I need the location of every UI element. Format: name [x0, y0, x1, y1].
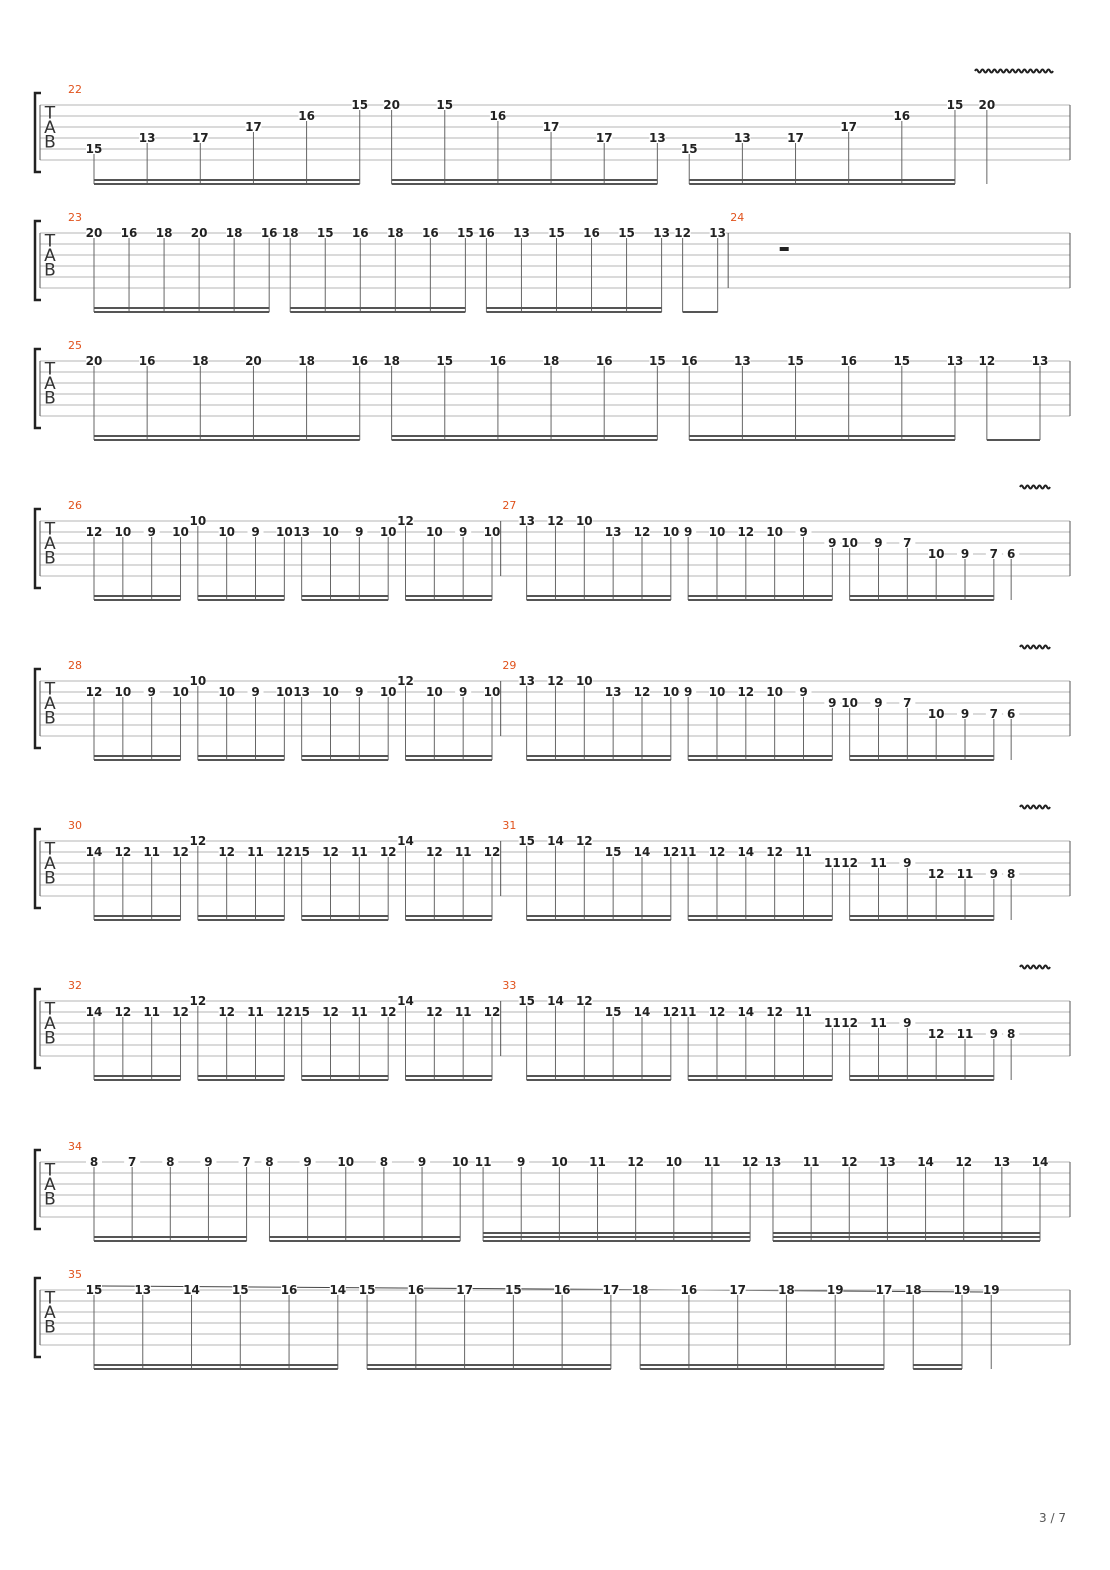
fret-number: 15	[648, 354, 666, 368]
fret-number: 13	[709, 226, 727, 240]
fret-number: 9	[989, 867, 999, 881]
fret-number: 12	[627, 1155, 645, 1169]
fret-number: 8	[265, 1155, 274, 1169]
fret-number: 12	[575, 994, 593, 1008]
tab-clef-letter: B	[44, 868, 56, 889]
fret-number: 11	[802, 1155, 820, 1169]
fret-number: 16	[840, 354, 858, 368]
fret-number: 14	[737, 845, 755, 859]
fret-number: 15	[85, 1283, 103, 1297]
fret-number: 9	[458, 525, 468, 539]
fret-number: 15	[85, 142, 103, 156]
fret-number: 11	[795, 1005, 812, 1019]
fret-number: 12	[662, 1005, 680, 1019]
fret-number: 15	[316, 226, 334, 240]
fret-number: 10	[276, 685, 293, 699]
fret-number: 14	[397, 994, 414, 1008]
fret-number: 10	[218, 685, 236, 699]
fret-number: 16	[489, 109, 507, 123]
fret-number: 18	[631, 1283, 649, 1297]
fret-number: 9	[828, 696, 837, 710]
tab-clef-letter: T	[44, 103, 56, 124]
fret-number: 13	[1031, 354, 1049, 368]
tab-clef-letter: B	[44, 708, 56, 729]
fret-number: 15	[518, 834, 535, 848]
fret-number: 15	[505, 1283, 522, 1297]
fret-number: 12	[483, 845, 501, 859]
measure-number: 23	[68, 211, 82, 224]
tab-clef-letter: A	[44, 374, 56, 394]
fret-number: 15	[518, 994, 535, 1008]
fret-number: 19	[982, 1283, 1000, 1297]
fret-number: 12	[633, 685, 651, 699]
fret-number: 9	[417, 1155, 427, 1169]
fret-number: 13	[734, 354, 751, 368]
fret-number: 12	[114, 1005, 132, 1019]
fret-number: 16	[893, 109, 911, 123]
measure-number: 35	[68, 1268, 82, 1281]
fret-number: 12	[547, 674, 564, 688]
fret-number: 9	[903, 856, 912, 870]
fret-number: 12	[379, 1005, 397, 1019]
fret-number: 16	[120, 226, 138, 240]
fret-number: 14	[917, 1155, 934, 1169]
fret-number: 15	[548, 226, 565, 240]
tab-clef-letter: B	[44, 1189, 56, 1210]
fret-number: 14	[633, 1005, 651, 1019]
fret-number: 13	[513, 226, 530, 240]
fret-number: 20	[190, 226, 208, 240]
fret-number: 11	[247, 1005, 264, 1019]
fret-number: 15	[680, 142, 698, 156]
measure-number: 29	[502, 659, 517, 672]
fret-number: 12	[841, 1016, 858, 1030]
fret-number: 12	[955, 1155, 973, 1169]
fret-number: 12	[978, 354, 996, 368]
fret-number: 7	[989, 547, 999, 561]
fret-number: 17	[729, 1283, 747, 1297]
fret-number: 14	[85, 1005, 103, 1019]
fret-number: 9	[799, 525, 808, 539]
fret-number: 12	[708, 845, 726, 859]
fret-number: 12	[483, 1005, 501, 1019]
fret-number: 9	[355, 685, 364, 699]
fret-number: 17	[602, 1283, 620, 1297]
fret-number: 10	[425, 685, 443, 699]
fret-number: 10	[322, 685, 339, 699]
fret-number: 10	[662, 525, 680, 539]
fret-number: 16	[583, 226, 600, 240]
tab-clef-letter: T	[44, 839, 56, 860]
fret-number: 18	[383, 354, 400, 368]
fret-number: 13	[993, 1155, 1011, 1169]
fret-number: 12	[379, 845, 397, 859]
fret-number: 13	[138, 131, 156, 145]
fret-number: 9	[903, 1016, 912, 1030]
fret-number: 8	[1006, 867, 1016, 881]
fret-number: 9	[828, 536, 837, 550]
fret-number: 10	[172, 525, 189, 539]
fret-number: 12	[766, 845, 784, 859]
measure-number: 31	[502, 819, 517, 832]
fret-number: 17	[542, 120, 560, 134]
tab-clef-letter: T	[44, 1160, 56, 1181]
fret-number: 9	[147, 525, 156, 539]
fret-number: 15	[946, 98, 964, 112]
fret-number: 10	[575, 674, 593, 688]
fret-number: 9	[251, 685, 260, 699]
fret-number: 12	[218, 845, 236, 859]
fret-number: 17	[875, 1283, 893, 1297]
fret-number: 17	[456, 1283, 473, 1297]
fret-number: 14	[85, 845, 103, 859]
fret-number: 18	[542, 354, 560, 368]
fret-number: 13	[764, 1155, 782, 1169]
fret-number: 7	[242, 1155, 251, 1169]
fret-number: 16	[553, 1283, 571, 1297]
fret-number: 13	[293, 525, 311, 539]
fret-number: 16	[351, 354, 369, 368]
fret-number: 11	[350, 1005, 368, 1019]
fret-number: 15	[604, 1005, 622, 1019]
fret-number: 12	[397, 514, 414, 528]
tab-clef-letter: A	[44, 1175, 56, 1195]
fret-number: 12	[397, 674, 414, 688]
measure-number: 32	[68, 979, 82, 992]
fret-number: 9	[204, 1155, 213, 1169]
fret-number: 20	[245, 354, 262, 368]
fret-number: 16	[422, 226, 439, 240]
fret-number: 20	[978, 98, 996, 112]
fret-number: 10	[841, 536, 858, 550]
fret-number: 12	[741, 1155, 759, 1169]
fret-number: 18	[281, 226, 299, 240]
fret-number: 19	[953, 1283, 971, 1297]
fret-number: 12	[840, 1155, 858, 1169]
fret-number: 12	[425, 1005, 443, 1019]
fret-number: 13	[518, 674, 535, 688]
fret-number: 11	[703, 1155, 721, 1169]
fret-number: 9	[355, 525, 364, 539]
fret-number: 12	[927, 867, 945, 881]
fret-number: 10	[575, 514, 593, 528]
fret-number: 14	[737, 1005, 755, 1019]
measure-number: 26	[68, 499, 82, 512]
fret-number: 14	[397, 834, 414, 848]
fret-number: 12	[841, 856, 858, 870]
fret-number: 10	[483, 685, 501, 699]
fret-number: 14	[547, 834, 564, 848]
fret-number: 9	[874, 536, 883, 550]
tab-clef-letter: T	[44, 359, 56, 380]
fret-number: 16	[680, 354, 698, 368]
vibrato-mark	[1020, 806, 1050, 809]
fret-number: 10	[218, 525, 236, 539]
fret-number: 11	[679, 1005, 697, 1019]
fret-number: 16	[407, 1283, 425, 1297]
tab-clef-letter: A	[44, 694, 56, 714]
tab-clef-letter: A	[44, 246, 56, 266]
fret-number: 13	[653, 226, 670, 240]
tab-clef-letter: A	[44, 854, 56, 874]
tab-clef-letter: T	[44, 999, 56, 1020]
fret-number: 11	[589, 1155, 606, 1169]
fret-number: 11	[956, 867, 974, 881]
fret-number: 12	[172, 845, 189, 859]
fret-number: 11	[350, 845, 368, 859]
fret-number: 11	[795, 845, 812, 859]
fret-number: 16	[595, 354, 613, 368]
fret-number: 9	[874, 696, 883, 710]
fret-number: 18	[225, 226, 243, 240]
fret-number: 13	[604, 685, 622, 699]
fret-number: 10	[708, 685, 726, 699]
fret-number: 16	[680, 1283, 698, 1297]
tab-clef-letter: B	[44, 260, 56, 281]
fret-number: 13	[648, 131, 666, 145]
fret-number: 12	[425, 845, 443, 859]
fret-number: 9	[960, 707, 970, 721]
fret-number: 12	[737, 525, 755, 539]
fret-number: 8	[1006, 1027, 1016, 1041]
fret-number: 7	[989, 707, 999, 721]
fret-number: 11	[870, 856, 887, 870]
fret-number: 18	[904, 1283, 922, 1297]
fret-number: 14	[633, 845, 651, 859]
fret-number: 16	[478, 226, 495, 240]
fret-number: 16	[260, 226, 278, 240]
fret-number: 15	[436, 354, 454, 368]
fret-number: 9	[683, 685, 693, 699]
fret-number: 13	[293, 685, 311, 699]
fret-number: 10	[766, 685, 784, 699]
tab-clef-letter: B	[44, 548, 56, 569]
fret-number: 9	[251, 525, 260, 539]
fret-number: 15	[457, 226, 474, 240]
fret-number: 15	[604, 845, 622, 859]
fret-number: 10	[379, 525, 397, 539]
fret-number: 12	[662, 845, 680, 859]
tab-clef-letter: A	[44, 1303, 56, 1323]
fret-number: 10	[379, 685, 397, 699]
fret-number: 10	[662, 685, 680, 699]
fret-number: 12	[276, 1005, 293, 1019]
measure-number: 28	[68, 659, 82, 672]
tab-clef-letter: T	[44, 1288, 56, 1309]
fret-number: 12	[85, 685, 103, 699]
fret-number: 9	[799, 685, 808, 699]
measure-number: 22	[68, 83, 82, 96]
fret-number: 12	[575, 834, 593, 848]
fret-number: 10	[927, 547, 945, 561]
fret-number: 11	[454, 845, 472, 859]
fret-number: 12	[172, 1005, 189, 1019]
fret-number: 7	[903, 536, 912, 550]
fret-number: 9	[989, 1027, 999, 1041]
fret-number: 18	[298, 354, 315, 368]
fret-number: 17	[191, 131, 209, 145]
vibrato-mark	[1020, 646, 1050, 649]
fret-number: 11	[143, 845, 161, 859]
fret-number: 9	[683, 525, 693, 539]
tab-clef-letter: B	[44, 1028, 56, 1049]
fret-number: 14	[547, 994, 564, 1008]
fret-number: 6	[1006, 547, 1016, 561]
fret-number: 11	[823, 856, 841, 870]
fret-number: 16	[351, 226, 369, 240]
fret-number: 11	[870, 1016, 887, 1030]
tab-clef-letter: A	[44, 534, 56, 554]
fret-number: 8	[379, 1155, 389, 1169]
fret-number: 12	[322, 845, 339, 859]
fret-number: 12	[737, 685, 755, 699]
fret-number: 13	[518, 514, 535, 528]
fret-number: 7	[127, 1155, 137, 1169]
fret-number: 9	[303, 1155, 312, 1169]
fret-number: 10	[189, 514, 207, 528]
fret-number: 15	[351, 98, 369, 112]
fret-number: 12	[189, 834, 207, 848]
fret-number: 15	[618, 226, 635, 240]
fret-number: 14	[329, 1283, 347, 1297]
fret-number: 10	[276, 525, 293, 539]
vibrato-mark	[1020, 966, 1050, 969]
fret-number: 10	[665, 1155, 683, 1169]
fret-number: 11	[956, 1027, 974, 1041]
fret-number: 15	[293, 1005, 311, 1019]
fret-number: 10	[114, 525, 132, 539]
fret-number: 12	[927, 1027, 945, 1041]
page-number: 3 / 7	[1039, 1511, 1066, 1525]
fret-number: 14	[183, 1283, 200, 1297]
fret-number: 15	[293, 845, 311, 859]
fret-number: 12	[218, 1005, 236, 1019]
measure-number: 30	[68, 819, 82, 832]
fret-number: 11	[474, 1155, 492, 1169]
tab-clef-letter: A	[44, 1014, 56, 1034]
fret-number: 16	[280, 1283, 298, 1297]
tab-clef-letter: B	[44, 132, 56, 153]
fret-number: 19	[826, 1283, 844, 1297]
fret-number: 18	[386, 226, 404, 240]
fret-number: 14	[1031, 1155, 1049, 1169]
fret-number: 12	[766, 1005, 784, 1019]
fret-number: 12	[547, 514, 564, 528]
fret-number: 20	[85, 226, 103, 240]
measure-number: 25	[68, 339, 82, 352]
fret-number: 20	[383, 98, 400, 112]
fret-number: 15	[787, 354, 804, 368]
fret-number: 11	[143, 1005, 161, 1019]
fret-number: 18	[155, 226, 173, 240]
fret-number: 11	[823, 1016, 841, 1030]
fret-number: 18	[191, 354, 209, 368]
fret-number: 15	[893, 354, 911, 368]
vibrato-mark	[1020, 486, 1050, 489]
fret-number: 11	[679, 845, 697, 859]
fret-number: 13	[946, 354, 964, 368]
tab-clef-letter: T	[44, 231, 56, 252]
tab-clef-letter: A	[44, 118, 56, 138]
fret-number: 13	[134, 1283, 152, 1297]
fret-number: 12	[276, 845, 293, 859]
tab-clef-letter: T	[44, 519, 56, 540]
fret-number: 10	[708, 525, 726, 539]
fret-number: 9	[458, 685, 468, 699]
fret-number: 15	[358, 1283, 376, 1297]
fret-number: 7	[903, 696, 912, 710]
fret-number: 10	[189, 674, 207, 688]
fret-number: 12	[708, 1005, 726, 1019]
fret-number: 12	[633, 525, 651, 539]
fret-number: 13	[734, 131, 751, 145]
fret-number: 10	[841, 696, 858, 710]
fret-number: 17	[595, 131, 613, 145]
fret-number: 16	[489, 354, 507, 368]
fret-number: 11	[247, 845, 264, 859]
fret-number: 10	[337, 1155, 355, 1169]
fret-number: 12	[674, 226, 691, 240]
fret-number: 16	[298, 109, 315, 123]
fret-number: 10	[927, 707, 945, 721]
fret-number: 15	[231, 1283, 249, 1297]
fret-number: 17	[787, 131, 804, 145]
fret-number: 10	[425, 525, 443, 539]
fret-number: 10	[483, 525, 501, 539]
fret-number: 9	[517, 1155, 526, 1169]
tab-clef-letter: B	[44, 388, 56, 409]
fret-number: 10	[766, 525, 784, 539]
fret-number: 8	[166, 1155, 175, 1169]
fret-number: 10	[551, 1155, 568, 1169]
fret-number: 8	[89, 1155, 99, 1169]
fret-number: 10	[322, 525, 339, 539]
fret-number: 18	[778, 1283, 795, 1297]
measure-number: 27	[502, 499, 517, 512]
measure-number: 34	[68, 1140, 82, 1153]
fret-number: 11	[454, 1005, 472, 1019]
fret-number: 10	[451, 1155, 469, 1169]
fret-number: 13	[879, 1155, 896, 1169]
tab-clef-letter: B	[44, 1317, 56, 1338]
measure-number: 33	[502, 979, 517, 992]
fret-number: 9	[960, 547, 970, 561]
fret-number: 10	[114, 685, 132, 699]
tab-clef-letter: T	[44, 679, 56, 700]
fret-number: 16	[138, 354, 156, 368]
measure-number: 24	[730, 211, 745, 224]
fret-number: 12	[189, 994, 207, 1008]
fret-number: 12	[114, 845, 132, 859]
fret-number: 15	[436, 98, 454, 112]
fret-number: 10	[172, 685, 189, 699]
vibrato-mark	[975, 70, 1053, 73]
fret-number: 17	[245, 120, 262, 134]
fret-number: 20	[85, 354, 103, 368]
fret-number: 17	[840, 120, 858, 134]
fret-number: 12	[322, 1005, 339, 1019]
fret-number: 12	[85, 525, 103, 539]
fret-number: 13	[604, 525, 622, 539]
fret-number: 9	[147, 685, 156, 699]
rest-symbol	[780, 247, 789, 251]
fret-number: 6	[1006, 707, 1016, 721]
